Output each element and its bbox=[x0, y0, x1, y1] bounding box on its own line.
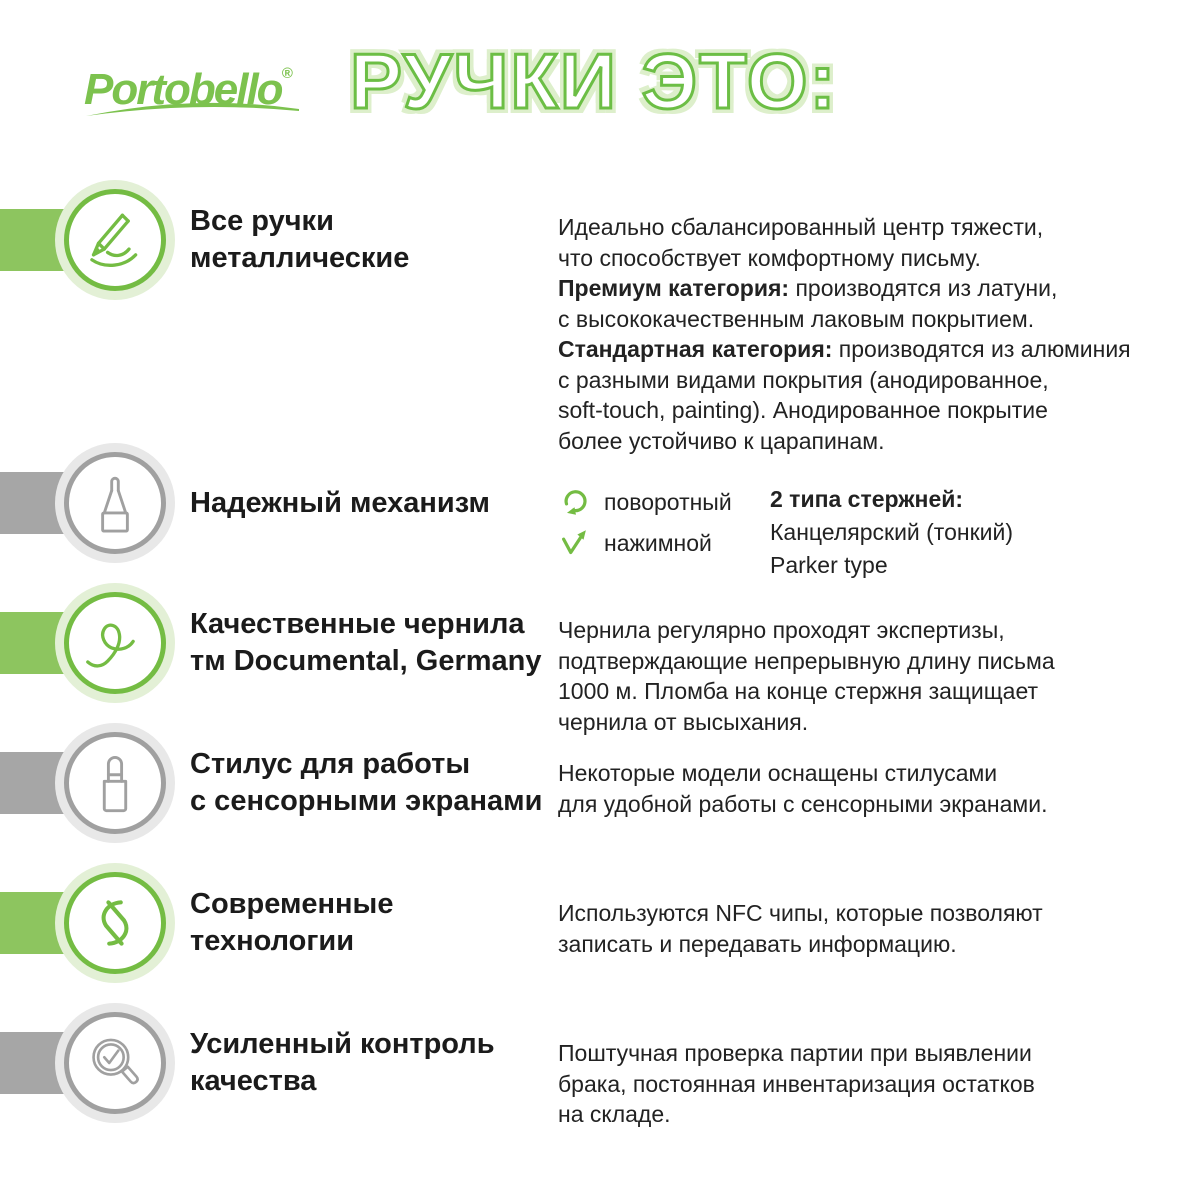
feature-row-metal bbox=[0, 178, 1200, 454]
logo-swoosh-icon bbox=[84, 102, 302, 120]
body-line: для удобной работы с сенсорными экранами. bbox=[558, 790, 1048, 817]
push-arrow-icon bbox=[558, 526, 592, 560]
icon-circle bbox=[64, 732, 166, 834]
mechanism-item bbox=[558, 526, 732, 560]
feature-heading bbox=[190, 861, 393, 985]
mechanism-list bbox=[558, 485, 732, 560]
heading-line: Усиленный контроль bbox=[190, 1028, 495, 1060]
body-line: подтверждающие непрерывную длину письма bbox=[558, 647, 1055, 674]
icon-badge bbox=[55, 443, 175, 563]
mechanism-label: нажимной bbox=[604, 529, 712, 556]
feature-row-technology bbox=[0, 861, 1200, 985]
ink-squiggle-icon bbox=[82, 610, 148, 676]
feature-heading bbox=[190, 581, 542, 705]
icon-circle bbox=[64, 592, 166, 694]
heading-line: Надежный механизм bbox=[190, 486, 490, 519]
feature-row-mechanism bbox=[0, 441, 1200, 578]
icon-circle bbox=[64, 872, 166, 974]
refill-item: Parker type bbox=[770, 552, 888, 578]
brand-name: Portobello® bbox=[84, 65, 293, 114]
feature-row-quality bbox=[0, 1001, 1200, 1125]
heading-line: с сенсорными экранами bbox=[190, 785, 543, 817]
feature-row-ink bbox=[0, 581, 1200, 735]
icon-badge bbox=[55, 583, 175, 703]
inline-label: Стандартная категория: bbox=[558, 336, 833, 362]
body-line: чернила от высыхания. bbox=[558, 708, 809, 735]
inline-label: Премиум категория: bbox=[558, 275, 790, 301]
feature-description bbox=[558, 1038, 1035, 1130]
magnifier-check-icon bbox=[82, 1030, 148, 1096]
heading-line: качества bbox=[190, 1065, 317, 1097]
feature-heading bbox=[190, 178, 409, 302]
nfc-icon bbox=[82, 890, 148, 956]
refills-title: 2 типа стержней: bbox=[770, 486, 964, 512]
body-line: что способствует комфортному письму. bbox=[558, 244, 981, 271]
heading-line: Современные bbox=[190, 888, 394, 920]
body-line: с разными видами покрытия (анодированное, bbox=[558, 366, 1049, 393]
icon-badge bbox=[55, 1003, 175, 1123]
feature-heading bbox=[190, 1001, 495, 1125]
rotate-arrow-icon bbox=[558, 485, 592, 519]
body-line: Поштучная проверка партии при выявлении bbox=[558, 1040, 1032, 1066]
feature-description bbox=[558, 615, 1055, 737]
heading-line: технологии bbox=[190, 925, 355, 957]
icon-badge bbox=[55, 180, 175, 300]
heading-line: Качественные чернила bbox=[190, 608, 525, 640]
icon-circle bbox=[64, 189, 166, 291]
body-line: на складе. bbox=[558, 1101, 671, 1127]
stylus-icon bbox=[82, 750, 148, 816]
portobello-logo bbox=[84, 50, 314, 114]
body-line: Чернила регулярно проходят экспертизы, bbox=[558, 617, 1005, 643]
mechanism-label: поворотный bbox=[604, 488, 732, 515]
body-line: Стандартная категория: производятся из алюминия bbox=[558, 336, 1131, 362]
body-line: Премиум категория: производятся из латуни, bbox=[558, 275, 1058, 301]
feature-description bbox=[558, 898, 1043, 959]
feature-heading bbox=[190, 721, 542, 845]
icon-badge bbox=[55, 723, 175, 843]
pen-tip-icon bbox=[82, 470, 148, 536]
icon-circle bbox=[64, 452, 166, 554]
feature-description bbox=[558, 212, 1131, 456]
body-line: более устойчиво к царапинам. bbox=[558, 427, 885, 454]
body-line: 1000 м. Пломба на конце стержня защищает bbox=[558, 678, 1039, 704]
feature-row-stylus bbox=[0, 721, 1200, 845]
heading-line: тм Documental, Germany bbox=[190, 645, 542, 677]
heading-line: Все ручки bbox=[190, 205, 334, 237]
registered-mark: ® bbox=[281, 65, 293, 82]
body-line: Некоторые модели оснащены стилусами bbox=[558, 760, 998, 786]
body-line: брака, постоянная инвентаризация остатков bbox=[558, 1070, 1035, 1097]
body-line: Идеально сбалансированный центр тяжести, bbox=[558, 214, 1044, 240]
icon-circle bbox=[64, 1012, 166, 1114]
feature-heading bbox=[190, 441, 490, 565]
heading-line: Стилус для работы bbox=[190, 748, 471, 780]
body-line: soft-touch, painting). Анодированное покрытие bbox=[558, 397, 1048, 423]
mechanism-item bbox=[558, 485, 732, 519]
body-line: записать и передавать информацию. bbox=[558, 930, 957, 957]
page-title: РУЧКИ ЭТО: bbox=[350, 37, 838, 125]
feature-description bbox=[558, 758, 1047, 819]
body-line: с высококачественным лаковым покрытием. bbox=[558, 305, 1035, 332]
icon-badge bbox=[55, 863, 175, 983]
refill-types bbox=[770, 483, 1013, 582]
refill-item: Канцелярский (тонкий) bbox=[770, 519, 1013, 545]
body-line: Используются NFC чипы, которые позволяют bbox=[558, 900, 1043, 926]
heading-line: металлические bbox=[190, 242, 410, 274]
pen-writing-icon bbox=[82, 207, 148, 273]
